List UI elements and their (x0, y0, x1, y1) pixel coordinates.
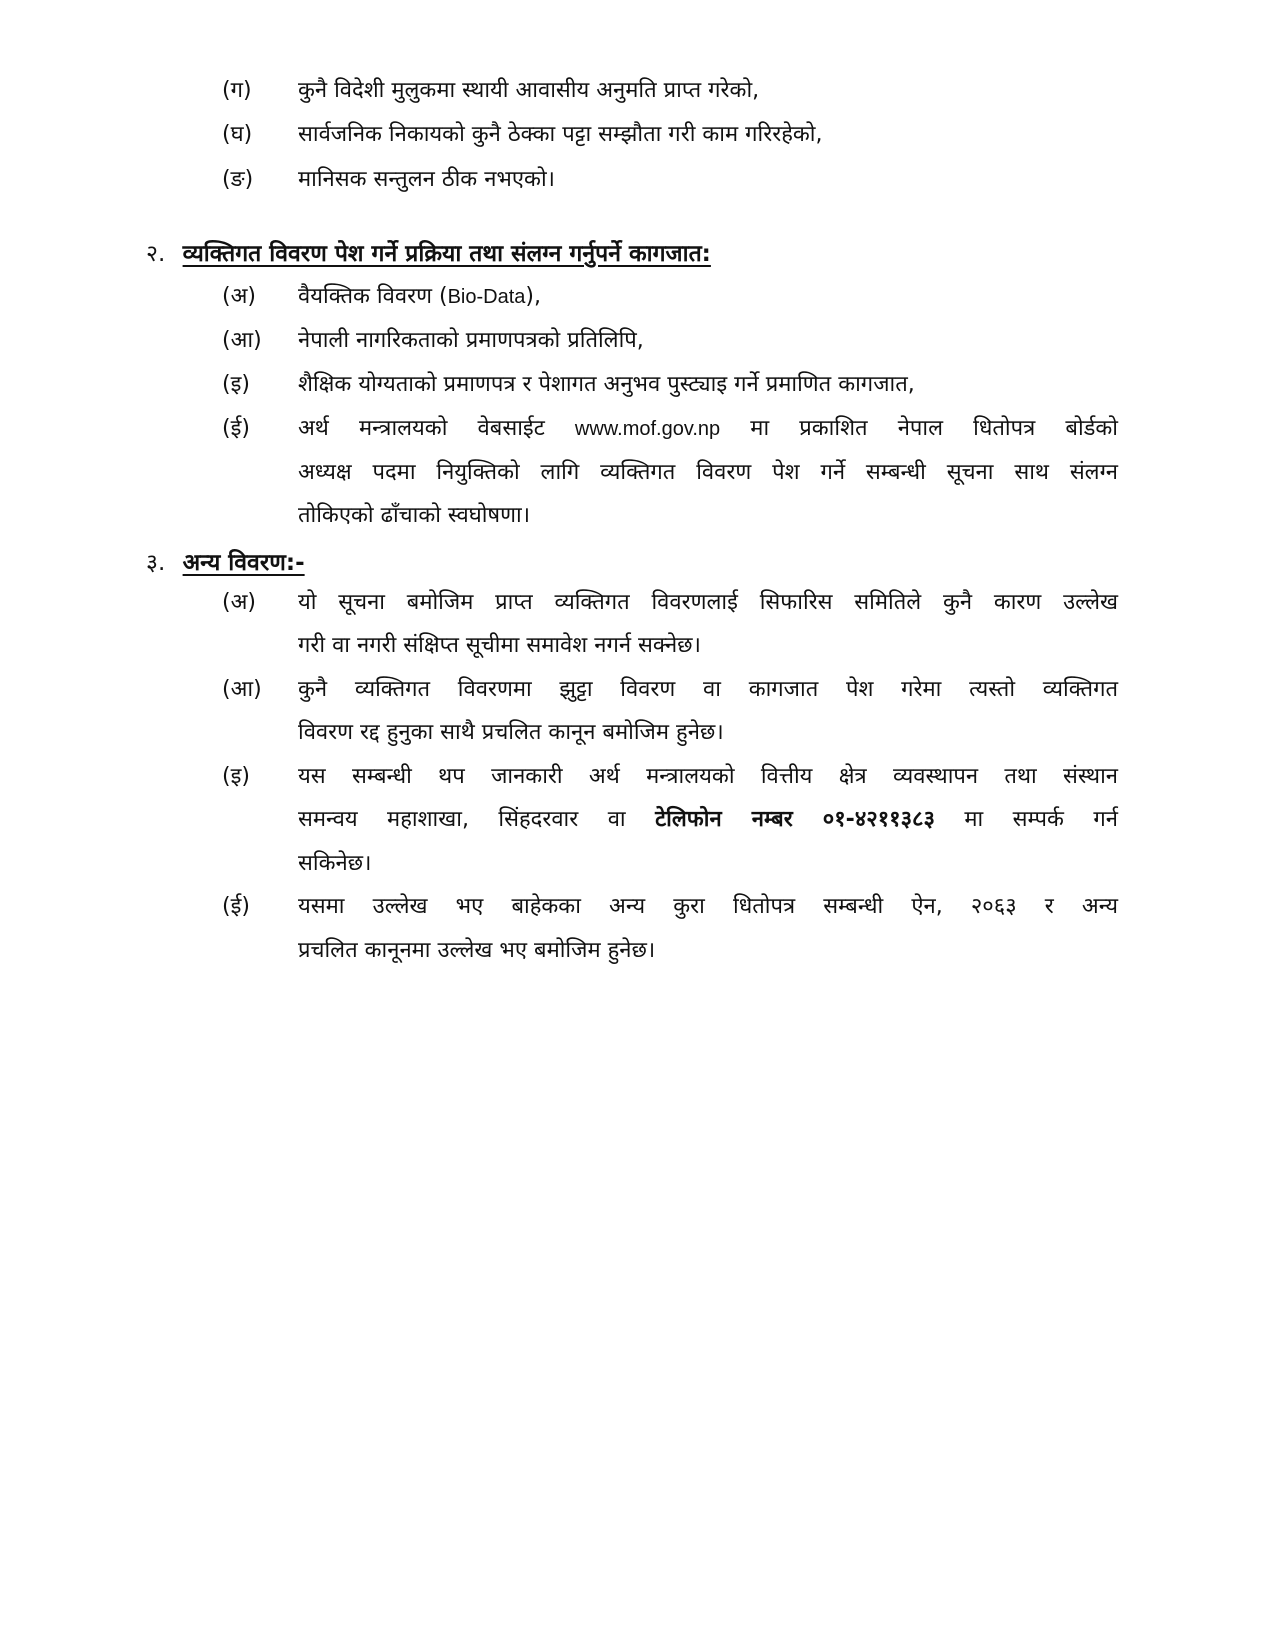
section-number: २. (146, 241, 166, 267)
list-text: सार्वजनिक निकायको कुनै ठेक्का पट्टा सम्झौता गरी काम गरिरहेको, (298, 122, 823, 147)
list-text: कुनै विदेशी मुलुकमा स्थायी आवासीय अनुमति प्राप्त गरेको, (298, 78, 760, 103)
list-marker: (इ) (222, 372, 250, 397)
list-marker: (आ) (222, 328, 262, 353)
text-segment: अर्थ मन्त्रालयको वेबसाईट (298, 416, 545, 441)
list-text: मानिसक सन्तुलन ठीक नभएको। (298, 167, 555, 192)
list-text: सकिनेछ। (298, 851, 372, 876)
list-marker: (इ) (222, 764, 250, 789)
list-text (298, 282, 1118, 312)
list-text: प्रचलित कानूनमा उल्लेख भए बमोजिम हुनेछ। (298, 938, 656, 963)
text-segment: वैयक्तिक विवरण ( (298, 284, 448, 309)
text-segment: मा सम्पर्क गर्न (964, 807, 1118, 832)
section-heading-2 (146, 236, 711, 268)
website-link[interactable]: www.mof.gov.np (574, 418, 721, 440)
section-title: अन्य विवरण:- (182, 550, 305, 576)
list-text: अध्यक्ष पदमा नियुक्तिको लागि व्यक्तिगत विवरण पेश गर्ने सम्बन्धी सूचना साथ संलग्न (298, 460, 1118, 485)
list-marker: (अ) (222, 284, 256, 309)
list-marker: (ग) (222, 78, 252, 103)
list-text: गरी वा नगरी संक्षिप्त सूचीमा समावेश नगर्न सक्नेछ। (298, 633, 701, 658)
list-text (298, 805, 1118, 835)
list-text: शैक्षिक योग्यताको प्रमाणपत्र र पेशागत अनुभव पुस्ट्याइ गर्ने प्रमाणित कागजात, (298, 372, 915, 397)
list-marker: (अ) (222, 590, 256, 615)
section-number: ३. (146, 550, 166, 576)
list-text: विवरण रद्द हुनुका साथै प्रचलित कानून बमोजिम हुनेछ। (298, 720, 724, 745)
list-marker: (ङ) (222, 167, 254, 192)
list-text: यस सम्बन्धी थप जानकारी अर्थ मन्त्रालयको वित्तीय क्षेत्र व्यवस्थापन तथा संस्थान (298, 764, 1118, 789)
list-text: तोकिएको ढाँचाको स्वघोषणा। (298, 503, 531, 528)
text-segment: मा प्रकाशित नेपाल धितोपत्र बोर्डको (750, 416, 1118, 441)
list-text (298, 414, 1118, 444)
list-text: कुनै व्यक्तिगत विवरणमा झुट्टा विवरण वा कागजात पेश गरेमा त्यस्तो व्यक्तिगत (298, 677, 1118, 702)
telephone-number: टेलिफोन नम्बर ०१-४२११३८३ (655, 807, 935, 832)
list-text: यो सूचना बमोजिम प्राप्त व्यक्तिगत विवरणलाई सिफारिस समितिले कुनै कारण उल्लेख (298, 590, 1118, 615)
bio-data-term: Bio-Data (447, 286, 526, 308)
section-heading-3 (146, 545, 305, 577)
list-text: यसमा उल्लेख भए बाहेकका अन्य कुरा धितोपत्र सम्बन्धी ऐन, २०६३ र अन्य (298, 894, 1118, 919)
list-marker: (घ) (222, 122, 253, 147)
list-marker: (आ) (222, 677, 262, 702)
section-title: व्यक्तिगत विवरण पेश गर्ने प्रक्रिया तथा संलग्न गर्नुपर्ने कागजात: (182, 241, 711, 267)
text-segment: ), (525, 284, 541, 309)
list-marker: (ई) (222, 894, 250, 919)
list-marker: (ई) (222, 416, 250, 441)
list-text: नेपाली नागरिकताको प्रमाणपत्रको प्रतिलिपि, (298, 328, 644, 353)
text-segment: समन्वय महाशाखा, सिंहदरवार वा (298, 807, 626, 832)
